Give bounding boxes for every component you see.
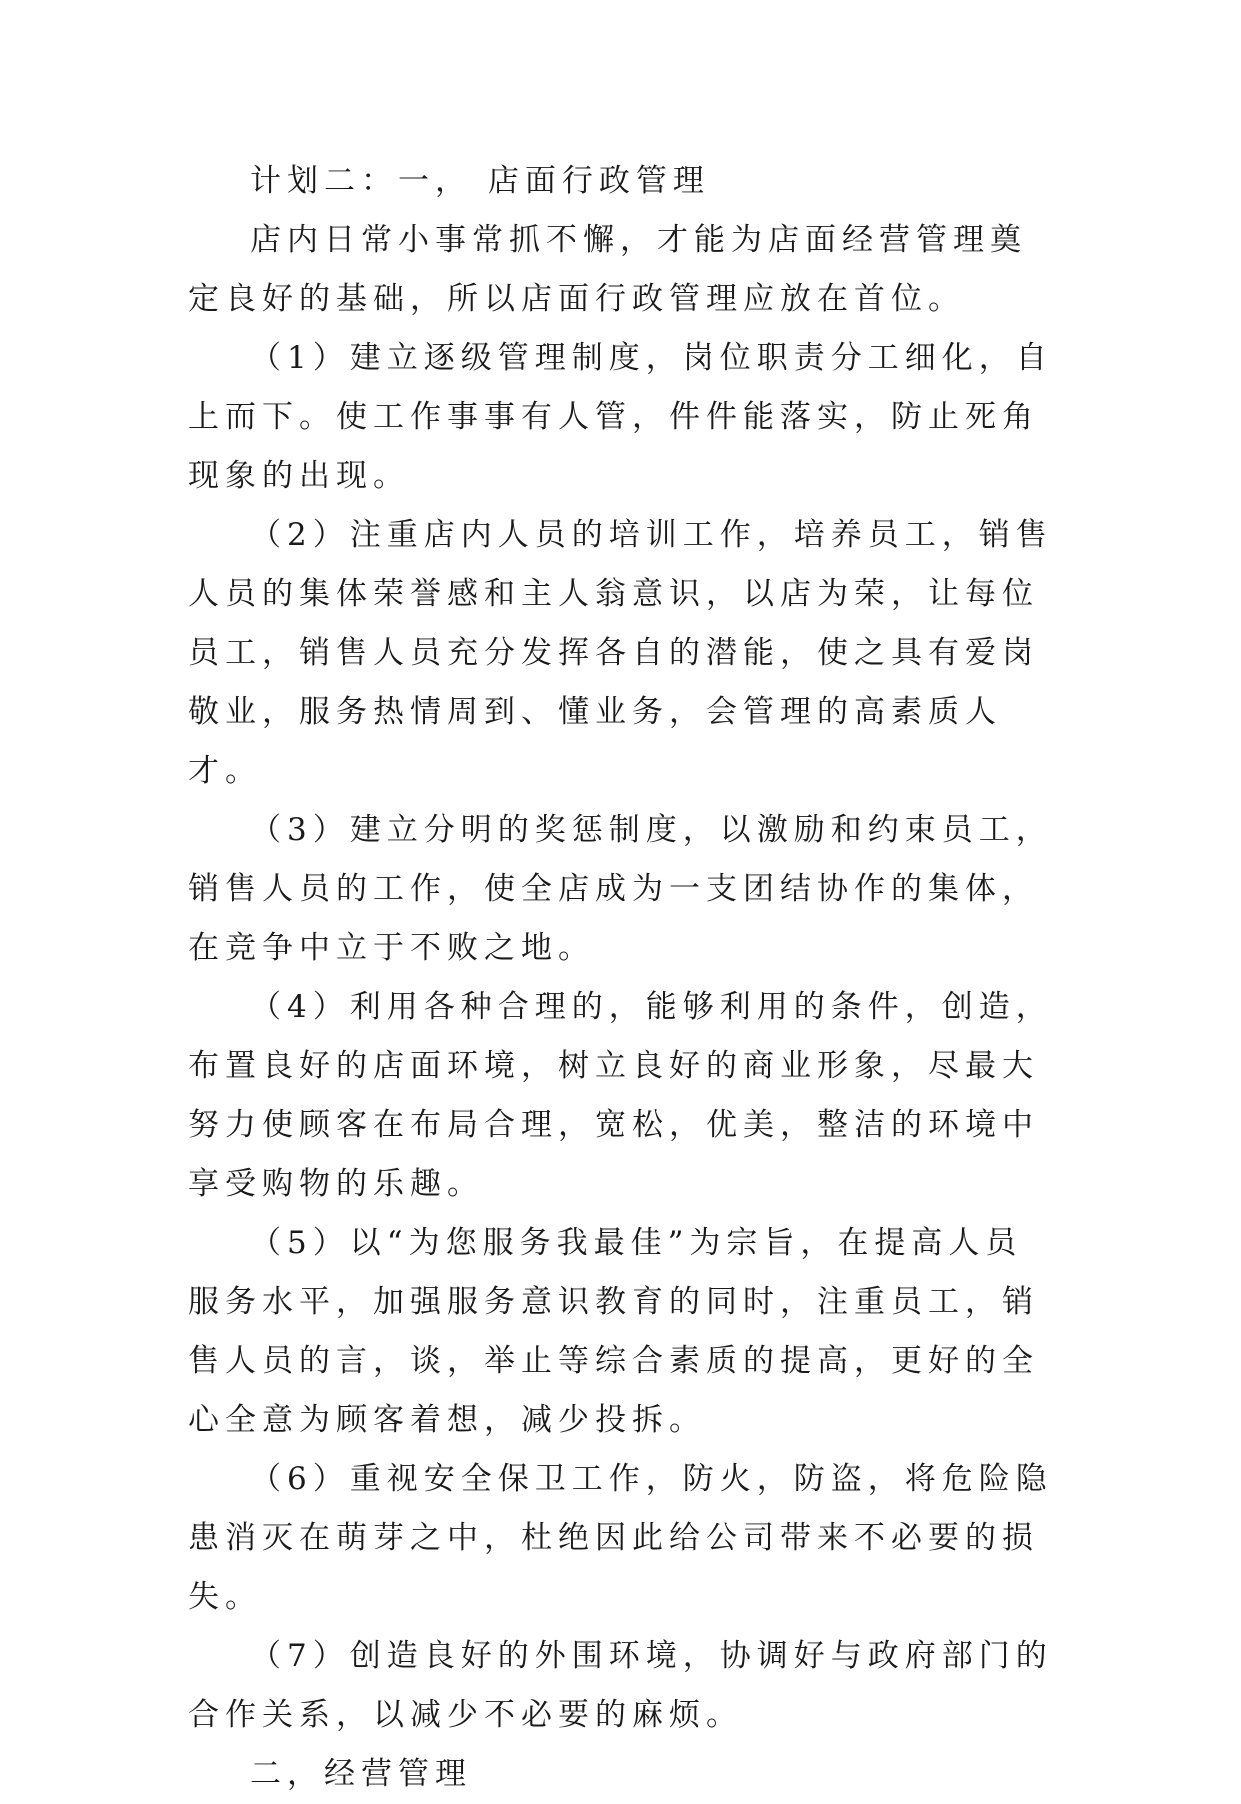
paragraph-item-3: （3）建立分明的奖惩制度，以激励和约束员工，销售人员的工作，使全店成为一支团结协作的集体，在竞争中立于不败之地。 bbox=[188, 812, 1053, 966]
paragraph-item-2: （2）注重店内人员的培训工作，培养员工，销售人员的集体荣誉感和主人翁意识，以店为荣，让每位员工，销售人员充分发挥各自的潜能，使之具有爱岗敬业，服务热情周到、懂业务，会管理的高素质人才。 bbox=[188, 517, 1053, 789]
paragraph-item-4: （4）利用各种合理的，能够利用的条件，创造，布置良好的店面环境，树立良好的商业形象，尽最大努力使顾客在布局合理，宽松，优美，整洁的环境中享受购物的乐趣。 bbox=[188, 989, 1053, 1202]
section-heading-admin: 计划二：一， 店面行政管理 bbox=[250, 163, 710, 199]
paragraph-intro: 店内日常小事常抓不懈，才能为店面经营管理奠定良好的基础，所以店面行政管理应放在首位。 bbox=[188, 222, 1027, 317]
document-body bbox=[188, 152, 1054, 1804]
paragraph-item-7: （7）创造良好的外围环境，协调好与政府部门的合作关系，以减少不必要的麻烦。 bbox=[188, 1638, 1053, 1733]
paragraph-item-5: （5）以“为您服务我最佳”为宗旨，在提高人员服务水平，加强服务意识教育的同时，注重员工，销售人员的言，谈，举止等综合素质的提高，更好的全心全意为顾客着想，减少投拆。 bbox=[188, 1225, 1039, 1438]
section-heading-business: 二，经营管理 bbox=[250, 1756, 472, 1792]
paragraph-item-6: （6）重视安全保卫工作，防火，防盗，将危险隐患消灭在萌芽之中，杜绝因此给公司带来不必要的损失。 bbox=[188, 1461, 1053, 1615]
paragraph-item-1: （1）建立逐级管理制度，岗位职责分工细化，自上而下。使工作事事有人管，件件能落实，防止死角现象的出现。 bbox=[188, 340, 1053, 494]
